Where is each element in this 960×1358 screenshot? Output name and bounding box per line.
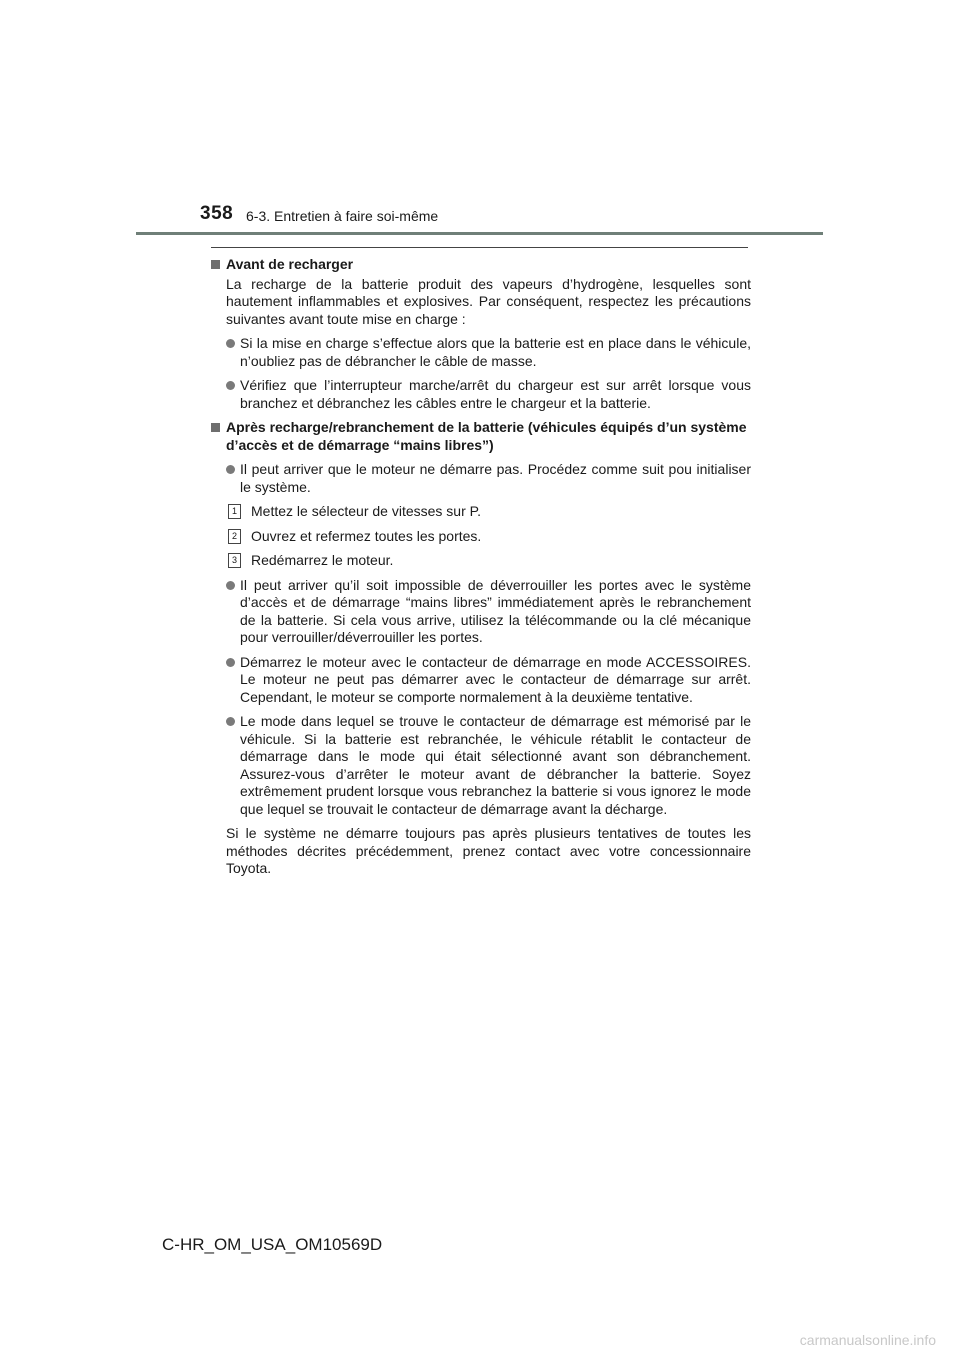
section-heading — [211, 256, 751, 274]
section-title: 6-3. Entretien à faire soi-même — [246, 208, 439, 224]
list-item-text: Vérifiez que l’interrupteur marche/arrêt du chargeur est sur arrêt lorsque vous branchez et débranchez les câbles entre le chargeur et la batterie. — [240, 377, 751, 411]
step-item — [211, 552, 751, 570]
list-item — [211, 335, 751, 370]
circle-bullet-icon — [226, 658, 235, 667]
circle-bullet-icon — [226, 717, 235, 726]
list-item-text: Le mode dans lequel se trouve le contacteur de démarrage est mémorisé par le véhicule. Si la batterie est rebranchée, le véhicule rétablit le contacteur de démarrage dans le mode qui était sélectionné avant son débranchement. Assurez-vous d’arrêter le moteur avant de débrancher la batterie. Soyez extrêmement prudent lorsque vous rebranchez la batterie si vous ignorez le mode que lequel se trouvait le contacteur de démarrage avant la décharge. — [240, 713, 751, 817]
section-heading — [211, 419, 751, 454]
square-bullet-icon — [211, 423, 220, 432]
watermark: carmanualsonline.info — [799, 1332, 936, 1348]
circle-bullet-icon — [226, 381, 235, 390]
list-item-text: Il peut arriver qu’il soit impossible de déverrouiller les portes avec le système d’accès et de démarrage “mains libres” immédiatement après le rebranchement de la batterie. Si cela vous arrive, utilisez la télécommande ou la clé mécanique pour verrouiller/déverrouiller les portes. — [240, 576, 751, 645]
list-item-text: Démarrez le moteur avec le contacteur de démarrage en mode ACCESSOIRES. Le moteur ne peut pas démarrer avec le contacteur de démarrage sur arrêt. Cependant, le moteur se comporte normalement à la deuxième tentative. — [240, 653, 751, 705]
content — [211, 256, 751, 878]
circle-bullet-icon — [226, 581, 235, 590]
heading-text: Avant de recharger — [226, 256, 354, 272]
circle-bullet-icon — [226, 465, 235, 474]
step-number-box: 2 — [228, 529, 241, 544]
step-text: Mettez le sélecteur de vitesses sur P. — [251, 503, 482, 519]
header-rule — [136, 232, 823, 235]
step-item — [211, 528, 751, 546]
heading-text: Après recharge/rebranchement de la batterie (véhicules équipés d’un système d’accès et de démarrage “mains libres”) — [226, 419, 747, 453]
step-number-box: 1 — [228, 504, 241, 519]
circle-bullet-icon — [226, 339, 235, 348]
list-item — [211, 577, 751, 647]
document-code: C-HR_OM_USA_OM10569D — [162, 1235, 383, 1254]
step-text: Ouvrez et refermez toutes les portes. — [251, 527, 482, 544]
list-item — [211, 461, 751, 496]
list-item — [211, 713, 751, 818]
square-bullet-icon — [211, 260, 220, 269]
step-text: Redémarrez le moteur. — [251, 552, 394, 568]
list-item — [211, 654, 751, 707]
list-item-text: Si la mise en charge s’effectue alors que la batterie est en place dans le véhicule, n’oubliez pas de débrancher le câble de masse. — [240, 335, 751, 369]
intro-paragraph: La recharge de la batterie produit des vapeurs d’hydrogène, lesquelles sont hautement inflammables et explosives. Par conséquent, respectez les précautions suivantes avant toute mise en charge : — [226, 275, 751, 327]
closing-paragraph: Si le système ne démarre toujours pas après plusieurs tentatives de toutes les méthodes décrites précédemment, prenez contact avec votre concessionnaire Toyota. — [226, 825, 751, 876]
content-rule — [211, 247, 748, 248]
step-number-box: 3 — [228, 553, 241, 568]
list-item — [211, 377, 751, 412]
page-number: 358 — [200, 203, 234, 224]
list-item-text: Il peut arriver que le moteur ne démarre pas. Procédez comme suit pou initialiser le système. — [240, 461, 751, 495]
step-item — [211, 503, 751, 521]
